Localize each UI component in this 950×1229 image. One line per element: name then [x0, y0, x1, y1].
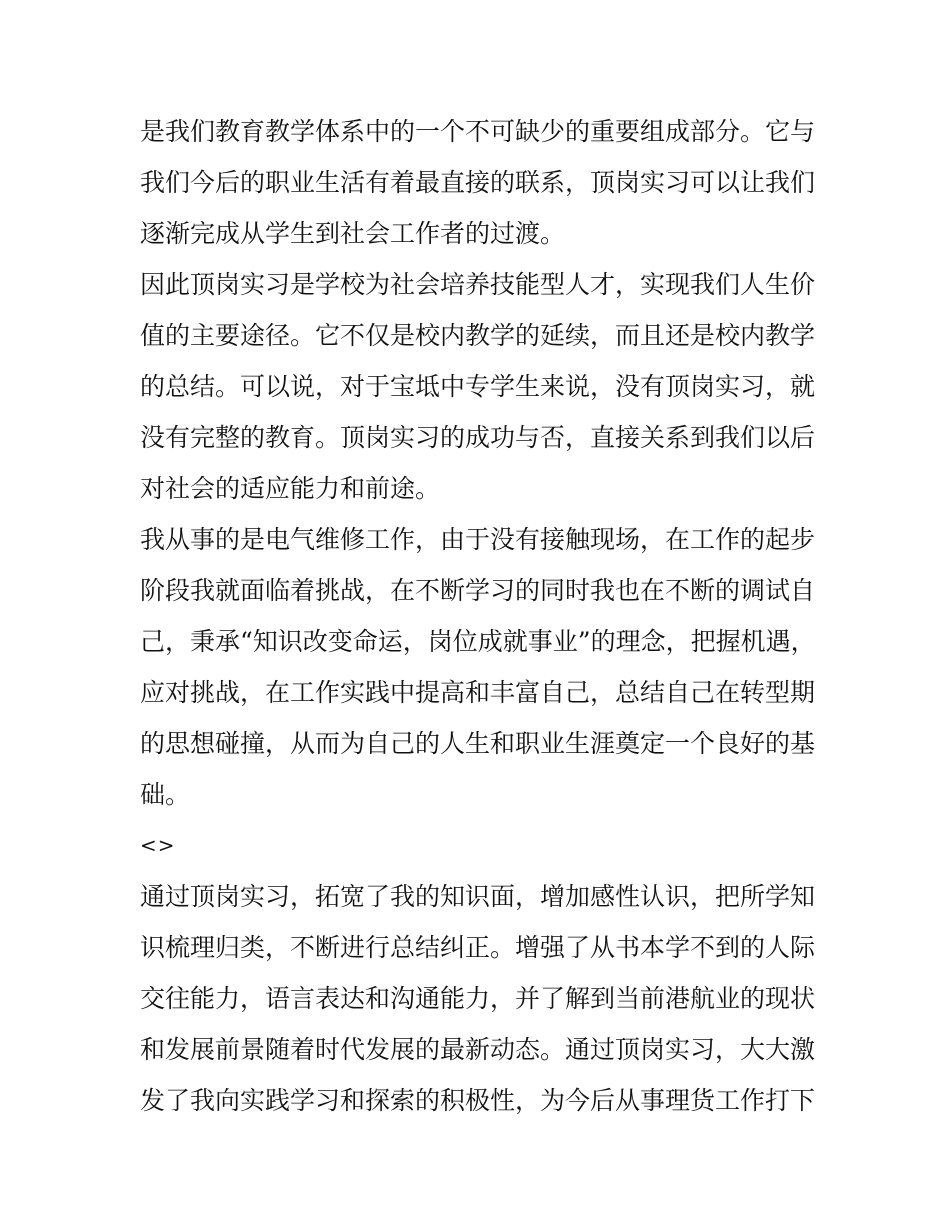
text-line: 应对挑战，在工作实践中提高和丰富自己，总结自己在转型期	[140, 678, 816, 707]
body-text	[140, 106, 816, 1126]
placeholder-marker: <>	[140, 833, 176, 857]
text-line: 没有完整的教育。顶岗实习的成功与否，直接关系到我们以后	[140, 423, 816, 452]
text-line: 识梳理归类，不断进行总结纠正。增强了从书本学不到的人际	[140, 933, 816, 962]
text-line: 的思想碰撞，从而为自己的人生和职业生涯奠定一个良好的基	[140, 729, 816, 758]
text-line: 础。	[140, 780, 191, 809]
text-line: 通过顶岗实习，拓宽了我的知识面，增加感性认识，把所学知	[140, 882, 816, 911]
text-line: 和发展前景随着时代发展的最新动态。通过顶岗实习，大大激	[140, 1035, 816, 1064]
text-line: 我们今后的职业生活有着最直接的联系，顶岗实习可以让我们	[140, 168, 816, 197]
text-line: 的总结。可以说，对于宝坻中专学生来说，没有顶岗实习，就	[140, 372, 816, 401]
text-line: 因此顶岗实习是学校为社会培养技能型人才，实现我们人生价	[140, 270, 816, 299]
text-line: 是我们教育教学体系中的一个不可缺少的重要组成部分。它与	[140, 117, 816, 146]
text-line: 交往能力，语言表达和沟通能力，并了解到当前港航业的现状	[140, 984, 816, 1013]
text-line: 逐渐完成从学生到社会工作者的过渡。	[140, 219, 566, 248]
text-line: 己，秉承“知识改变命运，岗位成就事业”的理念，把握机遇，	[140, 627, 816, 656]
text-line: 发了我向实践学习和探索的积极性，为今后从事理货工作打下	[140, 1086, 816, 1115]
text-line: 值的主要途径。它不仅是校内教学的延续，而且还是校内教学	[140, 321, 816, 350]
text-line: 阶段我就面临着挑战，在不断学习的同时我也在不断的调试自	[140, 576, 816, 605]
text-line: 我从事的是电气维修工作，由于没有接触现场，在工作的起步	[140, 525, 816, 554]
text-line: 对社会的适应能力和前途。	[140, 474, 441, 503]
